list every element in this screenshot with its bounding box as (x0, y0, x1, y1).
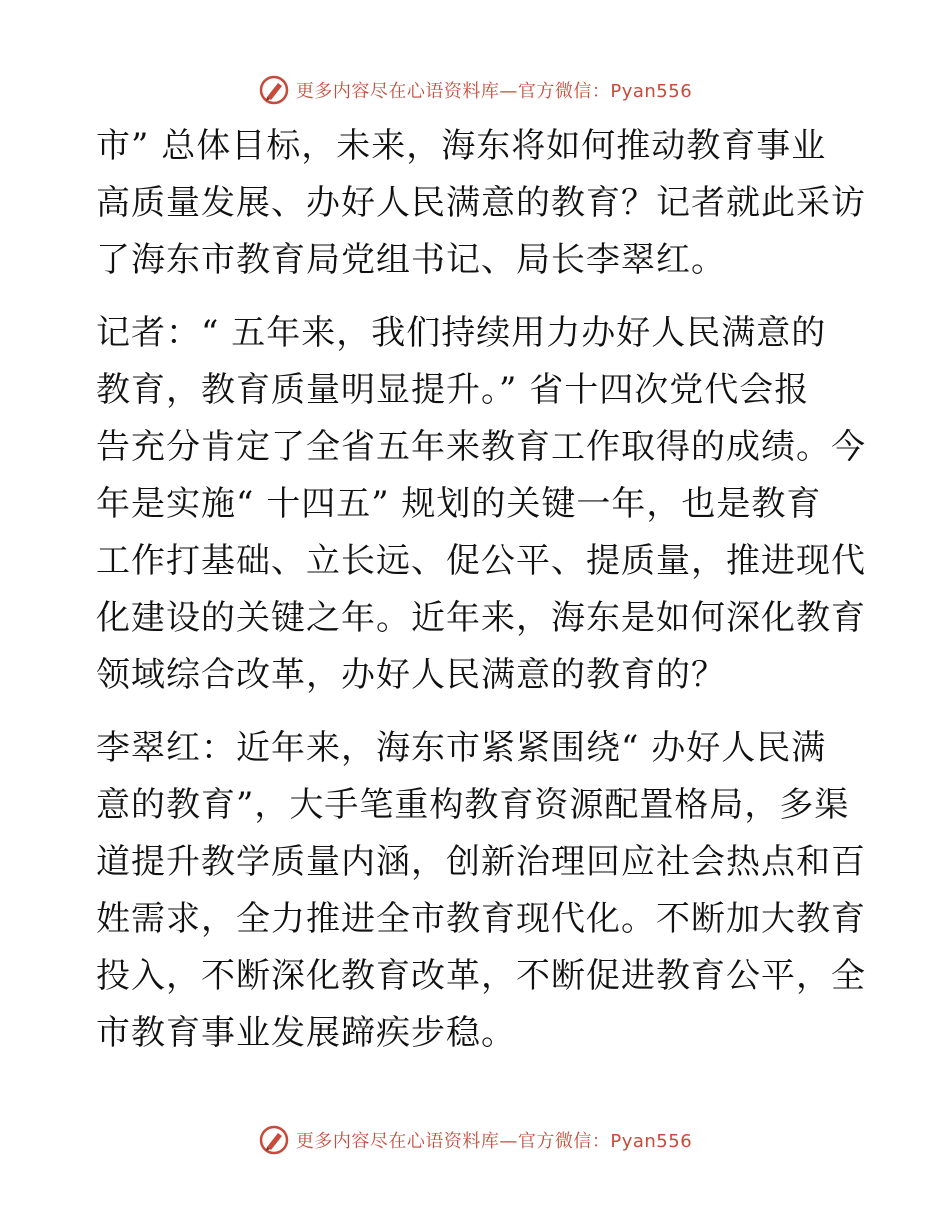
text-line: 李翠红：近年来，海东市紧紧围绕“ 办好人民满 (96, 728, 827, 768)
document-body (96, 118, 866, 1062)
text-line: 道提升教学质量内涵，创新治理回应社会热点和百 (96, 842, 866, 882)
text-line: 意的教育”，大手笔重构教育资源配置格局，多渠 (96, 785, 850, 825)
text-line: 工作打基础、立长远、促公平、提质量，推进现代 (96, 541, 866, 581)
footer-banner-text: 更多内容尽在心语资料库 (295, 1131, 500, 1152)
footer-banner (0, 1120, 950, 1160)
pen-nib-logo-icon (258, 74, 290, 106)
pen-nib-logo-icon (258, 1124, 290, 1156)
header-banner (0, 70, 950, 110)
text-line: 领域综合改革，办好人民满意的教育的？ (96, 655, 726, 695)
text-line: 告充分肯定了全省五年来教育工作取得的成绩。今 (96, 427, 866, 467)
footer-banner-sub: —官方微信：Pyan556 (499, 1131, 693, 1152)
text-line: 姓需求，全力推进全市教育现代化。不断加大教育 (96, 899, 866, 939)
text-line: 化建设的关键之年。近年来，海东是如何深化教育 (96, 598, 866, 638)
text-line: 市教育事业发展蹄疾步稳。 (96, 1013, 516, 1053)
paragraph-2 (96, 305, 866, 704)
paragraph-3 (96, 720, 866, 1062)
text-line: 年是实施“ 十四五” 规划的关键一年，也是教育 (96, 484, 822, 524)
text-line: 投入，不断深化教育改革，不断促进教育公平，全 (96, 956, 866, 996)
text-line: 了海东市教育局党组书记、局长李翠红。 (96, 240, 726, 280)
text-line: 教育，教育质量明显提升。” 省十四次党代会报 (96, 370, 810, 410)
header-banner-sub: —官方微信：Pyan556 (499, 81, 693, 102)
text-line: 高质量发展、办好人民满意的教育？记者就此采访 (96, 183, 866, 223)
header-banner-text: 更多内容尽在心语资料库 (295, 81, 500, 102)
text-line: 记者：“ 五年来，我们持续用力办好人民满意的 (96, 313, 827, 353)
paragraph-1 (96, 118, 866, 289)
text-line: 市” 总体目标，未来，海东将如何推动教育事业 (96, 126, 827, 166)
